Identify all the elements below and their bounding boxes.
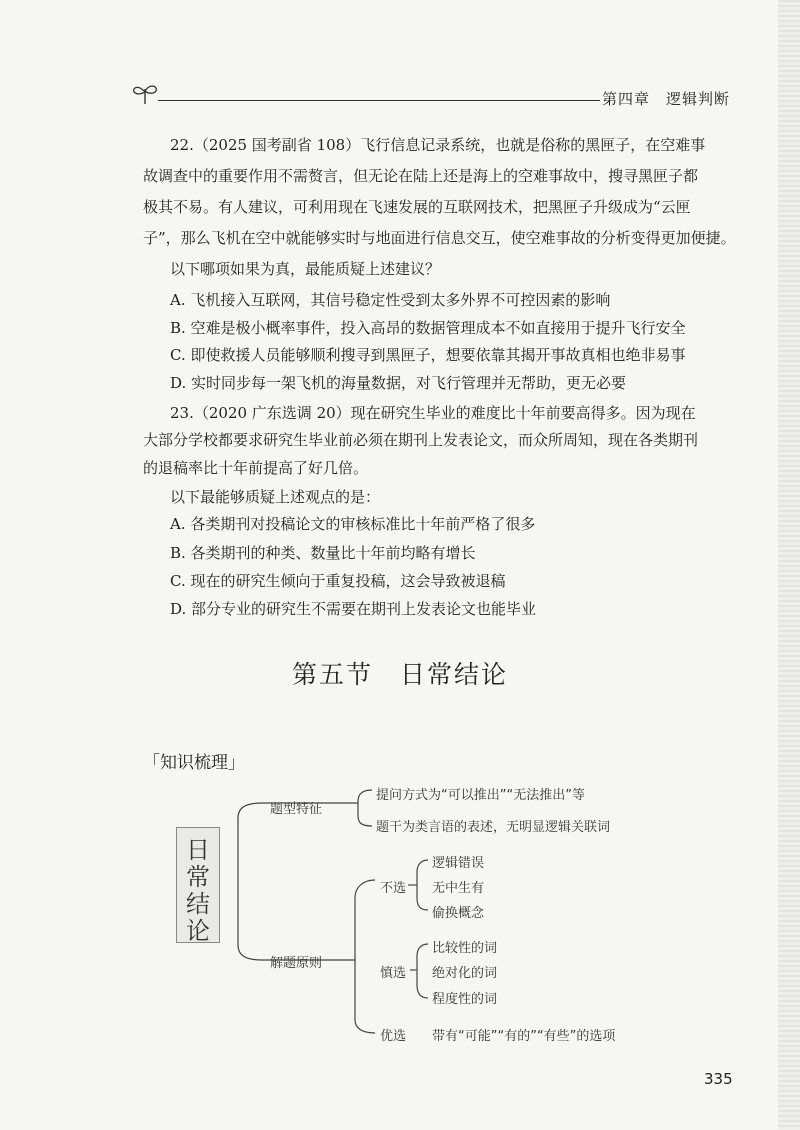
prefer-text: 带有“可能”“有的”“有些”的选项 [432, 1029, 616, 1044]
page-number: 335 [704, 1070, 733, 1088]
q23-line-3: 的退稿率比十年前提高了好几倍。 [143, 459, 369, 477]
root-char-2: 常 [186, 863, 210, 891]
q22-option-c: C. 即使救援人员能够顺利搜寻到黑匣子，想要依靠其揭开事故真相也绝非易事 [170, 346, 686, 364]
q22-line-2: 故调查中的重要作用不需赘言，但无论在陆上还是海上的空难事故中，搜寻黑匣子都 [143, 167, 699, 185]
q23-option-b: B. 各类期刊的种类、数量比十年前均略有增长 [170, 544, 476, 562]
careful-item-1: 比较性的词 [432, 941, 498, 956]
careful-item-2: 绝对化的词 [432, 966, 498, 981]
root-char-3: 结 [186, 890, 210, 918]
q23-question: 以下最能够质疑上述观点的是： [170, 488, 381, 506]
q22-option-a: A. 飞机接入互联网，其信号稳定性受到太多外界不可控因素的影响 [170, 291, 611, 309]
branch1-item-1: 提问方式为“可以推出”“无法推出”等 [376, 788, 585, 803]
branch2-label: 解题原则 [270, 956, 323, 971]
q23-option-c: C. 现在的研究生倾向于重复投稿，这会导致被退稿 [170, 572, 506, 590]
branch1-item-2: 题干为类言语的表述，无明显逻辑关联词 [376, 820, 611, 835]
q23-option-d: D. 部分专业的研究生不需要在期刊上发表论文也能毕业 [170, 600, 537, 618]
q22-line-4: 子”，那么飞机在空中就能够实时与地面进行信息交互，使空难事故的分析变得更加便捷。 [143, 229, 736, 247]
branch1-label: 题型特征 [270, 802, 323, 817]
chapter-title: 第四章 逻辑判断 [601, 90, 730, 108]
no-pick-item-1: 逻辑错误 [432, 856, 485, 871]
q22-option-b: B. 空难是极小概率事件，投入高昂的数据管理成本不如直接用于提升飞行安全 [170, 319, 686, 337]
knowledge-label: 「知识梳理」 [143, 753, 245, 773]
q22-line-1: 22.（2025 国考副省 108）飞行信息记录系统，也就是俗称的黑匣子，在空难事 [170, 136, 706, 154]
no-pick-item-3: 偷换概念 [432, 906, 485, 921]
q23-option-a: A. 各类期刊对投稿论文的审核标准比十年前严格了很多 [170, 515, 536, 533]
section-title: 第五节 日常结论 [291, 660, 508, 689]
no-pick-label: 不选 [380, 881, 407, 896]
q22-option-d: D. 实时同步每一架飞机的海量数据，对飞行管理并无帮助，更无必要 [170, 374, 627, 392]
q22-line-3: 极其不易。有人建议，可利用现在飞速发展的互联网技术，把黑匣子升级成为“云匣 [143, 198, 691, 216]
no-pick-item-2: 无中生有 [432, 881, 485, 896]
root-char-4: 论 [186, 917, 210, 945]
careful-item-3: 程度性的词 [432, 992, 498, 1007]
prefer-label: 优选 [380, 1029, 407, 1044]
q23-line-1: 23.（2020 广东选调 20）现在研究生毕业的难度比十年前要高得多。因为现在 [170, 404, 696, 422]
careful-label: 慎选 [380, 966, 407, 981]
root-char-1: 日 [186, 836, 210, 864]
q22-question: 以下哪项如果为真，最能质疑上述建议？ [170, 260, 441, 278]
q23-line-2: 大部分学校都要求研究生毕业前必须在期刊上发表论文，而众所周知，现在各类期刊 [143, 431, 699, 449]
